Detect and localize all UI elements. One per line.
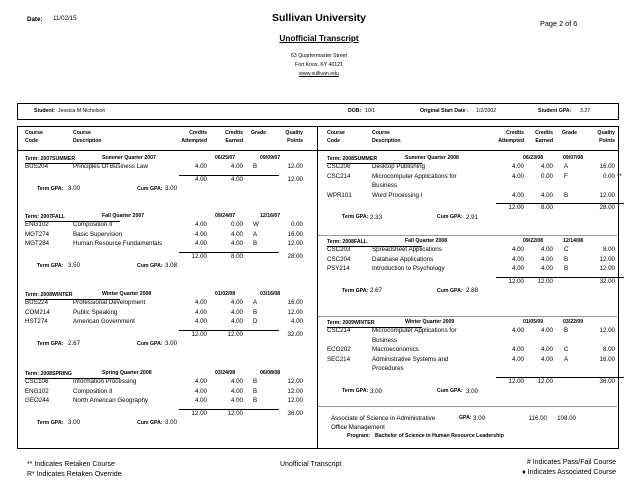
course-code: ENG102 (25, 221, 49, 228)
credits-earned: 4.00 (230, 240, 243, 248)
course-code: ENG102 (25, 387, 49, 395)
course-code: HST274 (25, 318, 48, 326)
course-description: Spreadsheet Applications (372, 246, 442, 253)
rule-line (179, 175, 279, 176)
credits-earned: 4.00 (230, 299, 243, 306)
term-start-date: 01/02/08 (215, 291, 236, 297)
cum-gpa-value: 3.00 (165, 419, 178, 427)
footer-note-associated: ♦ Indicates Associated Course (522, 469, 616, 476)
quality-points: 4.00 (290, 318, 303, 326)
term-gpa-value: 2.33 (370, 213, 383, 221)
course-description: Macroeconomics (372, 346, 419, 354)
degree-gpa-value: 3.00 (473, 414, 486, 422)
course-grade: B (564, 191, 569, 199)
credits-attempted: 4.00 (194, 163, 207, 170)
term-end-date: 12/16/07 (260, 213, 281, 219)
credits-earned: 0.00 (540, 172, 553, 180)
credits-earned: 0.00 (230, 221, 243, 228)
course-description: Basic Supervision (73, 230, 123, 238)
course-description: Composition II (73, 387, 113, 395)
degree-attempted: 116.00 (528, 414, 547, 422)
col-code: Code (25, 137, 38, 144)
credits-earned: 4.00 (540, 265, 553, 273)
quality-points: 12.00 (599, 191, 615, 199)
credits-earned: 4.00 (230, 378, 243, 385)
term-total-attempted: 12.00 (191, 409, 207, 417)
course-code: PSY214 (327, 265, 350, 273)
course-code: CSC203 (327, 246, 351, 253)
credits-attempted: 4.00 (511, 191, 524, 199)
term-gpa-label: Term GPA: (342, 388, 369, 394)
course-description: Database Applications (372, 255, 434, 263)
term-gpa-value: 3.00 (68, 185, 81, 193)
student-name: Jessica M Nicholson (58, 107, 106, 114)
term-block (317, 238, 617, 318)
address-line-2: Fort Knox, KY 40121 (294, 62, 344, 68)
term-end-date: 06/08/08 (260, 370, 281, 376)
term-total-points: 32.00 (599, 277, 615, 285)
address-line-1: 63 Quartermaster Street (291, 53, 347, 59)
course-description: Microcomputer Applications for (372, 327, 457, 334)
course-description: Word Processing I (372, 191, 423, 199)
term-gpa-label: Term GPA: (37, 419, 64, 426)
program-label: Program: (347, 433, 371, 439)
course-code: CSC214 (327, 327, 351, 334)
cum-gpa-value: 2.88 (466, 287, 479, 295)
credits-attempted: 4.00 (194, 221, 207, 228)
cum-gpa-label: Cum GPA: (137, 185, 163, 192)
quality-points: 12.00 (599, 265, 615, 273)
quality-points: 12.00 (287, 397, 303, 405)
quality-points: 12.00 (599, 327, 615, 334)
credits-earned: 4.00 (540, 246, 553, 253)
col-quality: Quality (285, 130, 303, 136)
course-grade: A (253, 230, 258, 238)
credits-earned: 4.00 (540, 255, 553, 263)
credits-attempted: 4.00 (511, 355, 524, 363)
degree-line-1: Associate of Science in Administrative (331, 415, 436, 422)
footer-note-retaken: ** Indicates Retaken Course (27, 461, 115, 468)
credits-attempted: 4.00 (194, 378, 207, 385)
course-code: COM214 (25, 308, 50, 316)
col-credits-1: Credits (189, 130, 207, 136)
course-description: Desktop Publishing (372, 163, 425, 170)
term-total-attempted: 12.00 (508, 277, 524, 285)
term-total-attempted: 12.00 (191, 330, 207, 338)
term-block (317, 319, 617, 399)
cum-gpa-value: 2.91 (466, 213, 479, 221)
degree-section (317, 410, 617, 446)
quality-points: 12.00 (287, 163, 303, 170)
course-code: BUS204 (25, 163, 49, 170)
term-gpa-label: Term GPA: (342, 287, 369, 294)
credits-attempted: 4.00 (194, 318, 207, 326)
col-course-2: Course (372, 130, 390, 136)
credits-attempted: 4.00 (194, 299, 207, 306)
term-separator (318, 316, 617, 317)
course-code: ECO202 (327, 346, 351, 354)
course-code: MGT274 (25, 230, 50, 238)
col-description: Description (73, 137, 102, 144)
page-number: Page 2 of 6 (540, 19, 578, 28)
website-link[interactable]: www.sullivan.edu (299, 71, 339, 77)
term-start-date: 06/23/08 (523, 155, 544, 161)
term-gpa-value: 3.50 (68, 262, 81, 270)
course-description: Procedures (372, 365, 404, 373)
credits-attempted: 4.00 (194, 240, 207, 248)
course-grade: B (253, 308, 258, 316)
course-code: CSC206 (327, 163, 351, 170)
quality-points: 8.00 (602, 346, 615, 354)
course-code: GEO244 (25, 397, 50, 405)
col-credits-1: Credits (506, 130, 524, 136)
course-description: Introduction to Psychology (372, 265, 445, 273)
course-code: BUS224 (25, 299, 49, 306)
course-description: American Government (73, 318, 135, 326)
col-attempted: Attempted (181, 137, 207, 144)
student-label: Student: (34, 107, 56, 114)
left-terms-column (17, 0, 317, 493)
term-total-earned: 8.00 (230, 252, 243, 260)
term-gpa-value: 3.00 (68, 419, 81, 427)
term-total-points: 32.00 (287, 330, 303, 338)
course-description: Microcomputer Applications for (372, 172, 457, 180)
course-code: WPR101 (327, 191, 352, 199)
term-total-points: 36.00 (599, 378, 615, 385)
quality-points: 12.00 (599, 255, 615, 263)
course-description: Information Processing (73, 378, 137, 385)
term-gpa-value: 3.00 (370, 387, 383, 395)
col-grade: Grade (562, 130, 577, 136)
col-course: Course (327, 130, 345, 136)
dob-label: DOB: (348, 107, 362, 114)
footer-center-title: Unofficial Transcript (280, 461, 342, 468)
course-description: Administrative Systems and (372, 355, 449, 363)
col-points: Points (599, 137, 615, 144)
credits-attempted: 4.00 (194, 397, 207, 405)
credits-earned: 4.00 (540, 355, 553, 363)
course-grade: B (253, 387, 258, 395)
col-credits-2: Credits (225, 130, 243, 136)
credits-earned: 4.00 (540, 163, 553, 170)
term-block (17, 370, 317, 450)
term-end-date: 09/07/08 (563, 155, 584, 161)
term-end-date: 03/16/08 (260, 291, 281, 297)
credits-attempted: 4.00 (194, 308, 207, 316)
term-total-attempted: 12.00 (191, 252, 207, 260)
dob-value: 10/1 (365, 107, 376, 114)
term-end-date: 03/22/09 (563, 319, 584, 325)
credits-attempted: 4.00 (511, 265, 524, 273)
course-code: SEC214 (327, 355, 351, 363)
credits-earned: 4.00 (230, 230, 243, 238)
student-gpa-value: 3.27 (580, 107, 591, 114)
course-description: Professional Development (73, 299, 146, 306)
school-name: Sullivan University (272, 12, 366, 24)
col-attempted: Attempted (498, 137, 524, 144)
term-code: Term: 2008SUMMER (327, 156, 378, 162)
term-name: Winter Quarter 2009 (405, 319, 455, 325)
credits-attempted: 4.00 (511, 346, 524, 354)
term-end-date: 09/09/07 (260, 155, 281, 161)
course-grade: F (564, 172, 568, 180)
course-code: MGT284 (25, 240, 50, 248)
quality-points: 0.00 (290, 221, 303, 228)
cum-gpa-value: 3.08 (165, 262, 178, 270)
cum-gpa-value: 3.00 (165, 185, 178, 193)
credits-earned: 4.00 (230, 308, 243, 316)
term-start-date: 03/24/08 (215, 370, 236, 376)
term-gpa-label: Term GPA: (342, 214, 369, 221)
student-gpa-label: Student GPA: (538, 107, 572, 114)
document-title: Unofficial Transcript (279, 34, 359, 43)
term-total-points: 12.00 (287, 175, 303, 183)
quality-points: 16.00 (287, 299, 303, 306)
date-value: 11/02/15 (53, 15, 77, 22)
term-total-earned: 4.00 (230, 175, 243, 183)
credits-earned: 4.00 (540, 191, 553, 199)
course-grade: C (564, 246, 569, 253)
col-course-2: Course (73, 130, 91, 136)
term-total-earned: 12.00 (537, 378, 553, 385)
term-block (17, 213, 317, 293)
program-value: Bachelor of Science in Human Resource Leadership (375, 433, 504, 439)
credits-earned: 4.00 (230, 387, 243, 395)
term-gpa-label: Term GPA: (37, 262, 64, 269)
col-grade: Grade (251, 130, 266, 136)
cum-gpa-label: Cum GPA: (437, 388, 463, 394)
quality-points: 0.00 (602, 172, 615, 180)
col-earned: Earned (535, 137, 553, 144)
term-name: Winter Quarter 2008 (102, 291, 152, 297)
term-code: Term: 2007FALL (25, 214, 65, 220)
degree-gpa-label: GPA: (459, 415, 472, 421)
quality-points: 12.00 (287, 240, 303, 248)
term-total-points: 28.00 (287, 252, 303, 260)
course-description: Public Speaking (73, 308, 118, 316)
course-grade: B (564, 327, 569, 334)
course-grade: A (564, 355, 569, 363)
credits-earned: 4.00 (540, 327, 553, 334)
course-description: Business (372, 336, 398, 344)
col-points: Points (287, 137, 303, 144)
term-total-attempted: 12.00 (508, 204, 524, 212)
start-date-value: 1/2/2002 (476, 107, 497, 114)
retaken-marker: ** (617, 172, 622, 180)
col-earned: Earned (225, 137, 243, 144)
term-total-earned: 12.00 (227, 409, 243, 417)
term-code: Term: 2008WINTER (25, 292, 73, 298)
course-grade: B (253, 163, 258, 170)
term-total-earned: 12.00 (227, 330, 243, 338)
course-grade: B (253, 397, 258, 405)
quality-points: 16.00 (287, 230, 303, 238)
credits-attempted: 4.00 (511, 246, 524, 253)
credits-attempted: 4.00 (511, 255, 524, 263)
term-gpa-label: Term GPA: (37, 340, 64, 347)
term-gpa-label: Term GPA: (37, 185, 64, 192)
credits-attempted: 4.00 (511, 163, 524, 170)
course-grade: W (253, 221, 259, 228)
course-description: Composition II (73, 221, 113, 228)
course-description: North American Geography (73, 397, 148, 405)
course-grade: B (253, 240, 258, 248)
degree-line-2: Office Management (331, 424, 385, 431)
col-code: Code (327, 137, 340, 144)
term-code: Term: 2007SUMMER (25, 156, 76, 162)
date-label: Date: (27, 16, 43, 23)
cum-gpa-label: Cum GPA: (137, 262, 163, 269)
course-grade: B (253, 378, 258, 385)
term-start-date: 09/22/08 (523, 238, 544, 244)
term-separator (318, 235, 617, 236)
credits-earned: 4.00 (230, 318, 243, 326)
course-grade: B (564, 265, 569, 273)
term-code: Term: 2008SPRING (25, 371, 72, 377)
start-date-label: Original Start Date : (420, 107, 469, 114)
col-quality: Quality (597, 130, 615, 136)
quality-points: 12.00 (287, 308, 303, 316)
term-name: Summer Quarter 2008 (405, 155, 459, 161)
term-total-attempted: 4.00 (194, 175, 207, 183)
course-code: CSC214 (327, 172, 351, 180)
cum-gpa-value: 3.00 (466, 387, 479, 395)
term-start-date: 06/25/07 (215, 155, 236, 161)
col-description: Description (372, 137, 401, 144)
course-grade: B (564, 255, 569, 263)
cum-gpa-label: Cum GPA: (137, 340, 163, 347)
term-name: Fall Quarter 2008 (405, 238, 448, 244)
footer-note-override: R* Indicates Retaken Override (27, 471, 122, 478)
credits-attempted: 4.00 (194, 387, 207, 395)
term-name: Spring Quarter 2008 (102, 370, 152, 376)
term-name: Fall Quarter 2007 (102, 213, 145, 219)
course-description: Principles Of Business Law (73, 163, 148, 170)
cum-gpa-label: Cum GPA: (137, 419, 163, 426)
term-gpa-value: 2.67 (370, 287, 383, 295)
term-code: Term: 2008FALL (327, 239, 367, 245)
term-end-date: 12/14/08 (563, 238, 584, 244)
course-grade: A (564, 163, 569, 170)
course-description: Business (372, 182, 398, 190)
quality-points: 8.00 (602, 246, 615, 253)
term-start-date: 09/24/07 (215, 213, 236, 219)
course-grade: C (564, 346, 569, 354)
credits-attempted: 4.00 (511, 172, 524, 180)
term-code: Term: 2009WINTER (327, 320, 375, 326)
course-grade: A (253, 299, 258, 306)
cum-gpa-value: 3.00 (165, 340, 178, 348)
quality-points: 12.00 (287, 387, 303, 395)
term-name: Summer Quarter 2007 (102, 155, 156, 161)
cum-gpa-label: Cum GPA: (437, 287, 463, 294)
course-code: CSC204 (327, 255, 351, 263)
term-block (17, 291, 317, 371)
quality-points: 16.00 (599, 355, 615, 363)
footer-note-passfail: # Indicates Pass/Fail Course (526, 459, 616, 466)
credits-attempted: 4.00 (511, 327, 524, 334)
quality-points: 12.00 (287, 378, 303, 385)
credits-earned: 4.00 (540, 346, 553, 354)
term-total-earned: 12.00 (537, 277, 553, 285)
quality-points: 16.00 (599, 163, 615, 170)
term-separator (318, 406, 617, 407)
credits-earned: 4.00 (230, 163, 243, 170)
term-start-date: 01/05/09 (523, 319, 544, 325)
term-total-earned: 8.00 (540, 204, 553, 212)
term-total-attempted: 12.00 (508, 378, 524, 385)
course-description: Human Resource Fundamentals (73, 240, 163, 248)
term-total-points: 36.00 (287, 409, 303, 417)
term-total-points: 28.00 (599, 204, 615, 212)
course-code: CSC106 (25, 378, 49, 385)
cum-gpa-label: Cum GPA: (437, 214, 463, 221)
col-course: Course (25, 130, 43, 136)
course-grade: D (253, 318, 258, 326)
term-block (317, 155, 622, 235)
credits-earned: 4.00 (230, 397, 243, 405)
term-gpa-value: 2.67 (68, 340, 81, 348)
credits-attempted: 4.00 (194, 230, 207, 238)
degree-earned: 108.00 (557, 414, 576, 422)
col-credits-2: Credits (535, 130, 553, 136)
